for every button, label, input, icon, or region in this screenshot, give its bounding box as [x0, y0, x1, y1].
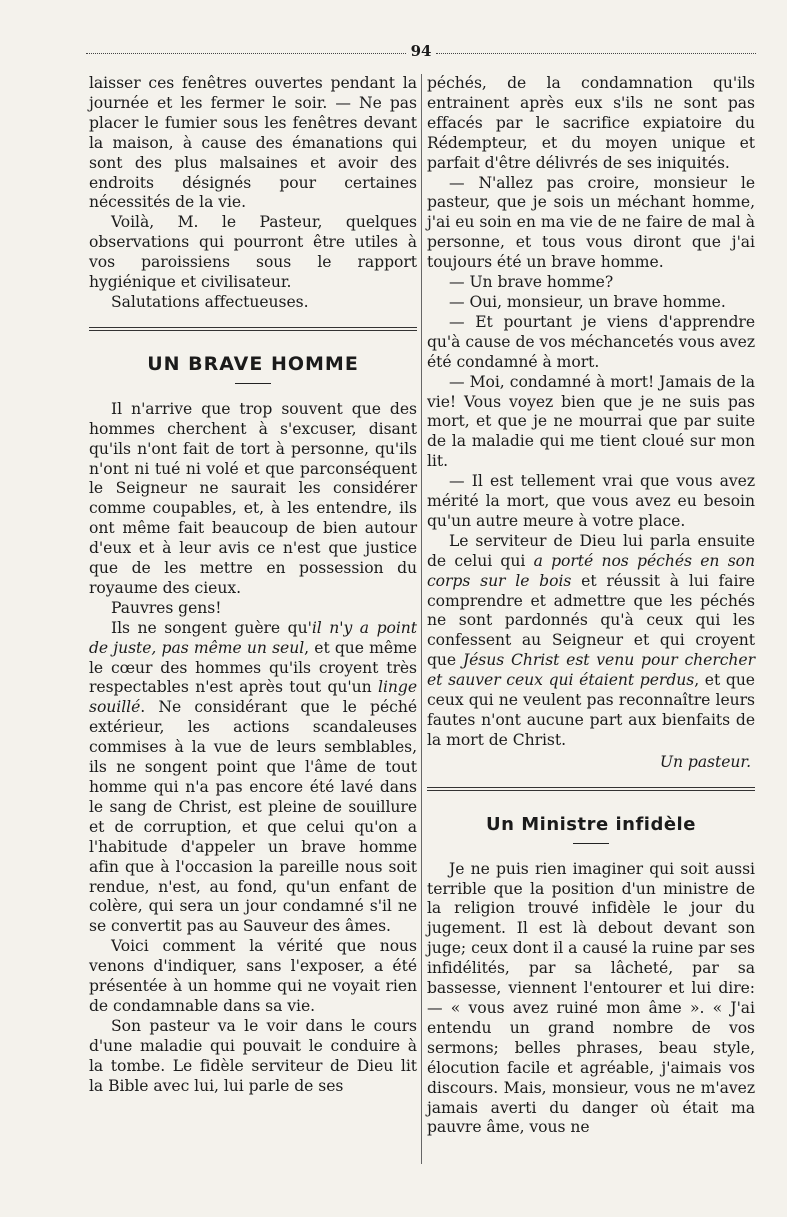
section-separator — [427, 787, 755, 791]
title-rule — [235, 383, 271, 384]
paragraph: Je ne puis rien imaginer qui soit aussi terrible que la position d'un ministre de la religion trouvé infidèle le jour du jugement. Il est là debout devant son juge; ceux dont il a causé la ruine par ses infidélités, par sa lâcheté, par sa bassesse, viennent l'entourer et lui dire: — « vous avez ruiné mon âme ». « J'ai entendu un grand nombre de vos sermons; belles phrases, beau style, élocution facile et agréable, j'aimais vos discours. Mais, monsieur, vous ne m'avez jamais averti du danger où était ma pauvre âme, vous ne — [427, 859, 755, 1137]
paragraph: Voici comment la vérité que nous venons d'indiquer, sans l'exposer, a été présentée à un homme qui ne voyait rien de condamnable dans sa vie. — [89, 937, 417, 1015]
paragraph: laisser ces fenêtres ouvertes pendant la journée et les fermer le soir. — Ne pas placer le fumier sous les fenêtres devant la maison, à cause des émanations qui sont des plus malsaines et avoir des endroits désignés pour certaines nécessités de la vie. — [89, 74, 417, 212]
dialogue-line: — Moi, condamné à mort! Jamais de la vie! Vous voyez bien que je ne suis pas mort, et que je ne mourrai que par suite de la maladie qui me tient cloué sur mon lit. — [427, 372, 755, 471]
paragraph: Il n'arrive que trop souvent que des hommes cherchent à s'excuser, disant qu'ils n'ont fait de tort à personne, qu'ils n'ont ni tué ni volé et que parconséquent le Seigneur ne saurait les considérer comme coupables, et, à les entendre, ils ont même fait beaucoup de bien autour d'eux et à leur avis ce n'est que justice que de les mettre en possession du royaume des cieux. — [89, 399, 417, 597]
page-number: 94 — [410, 42, 432, 60]
right-column — [427, 74, 755, 1138]
italic-quote: linge souillé — [89, 678, 417, 717]
page-header — [86, 42, 756, 62]
text-run: Ils ne songent guère qu' — [111, 618, 312, 637]
title-rule — [573, 843, 609, 844]
dialogue-line: — Oui, monsieur, un brave homme. — [449, 292, 726, 311]
italic-quote: il n'y a point de juste, pas même un seul — [89, 618, 417, 657]
section-separator — [89, 327, 417, 331]
dialogue-line: — N'allez pas croire, monsieur le pasteur, que je sois un méchant homme, j'ai eu soin en ma vie de ne faire de mal à personne, et tous vous diront que j'ai toujours été un brave homme. — [427, 173, 755, 272]
left-column — [89, 74, 417, 1097]
text-run: , et que ceux qui ne veulent pas reconnaître leurs fautes n'ont aucune part aux bienfaits de la mort de Christ. — [427, 671, 755, 749]
header-rule-left — [86, 53, 406, 54]
article-title: Un Ministre infidèle — [486, 813, 696, 835]
paragraph: Voilà, M. le Pasteur, quelques observations qui pourront être utiles à vos paroissiens sous le rapport hygiénique et civilisateur. — [89, 213, 417, 292]
column-divider — [421, 74, 422, 1164]
italic-quote: a porté nos péchés en son corps sur le bois — [427, 551, 755, 590]
paragraph: Pauvres gens! — [111, 598, 222, 617]
paragraph: Son pasteur va le voir dans le cours d'une maladie qui pouvait le conduire à la tombe. Le fidèle serviteur de Dieu lit la Bible avec lui, lui parle de ses — [89, 1016, 417, 1095]
header-rule-right — [436, 53, 756, 54]
paragraph — [427, 532, 755, 751]
text-run: et réussit à lui faire comprendre et admettre que les péchés ne sont pardonnés qu'à ceux qui les confessent au Seigneur et qui croyent que — [427, 571, 755, 670]
text-run: Le serviteur de Dieu lui parla ensuite de celui qui — [427, 531, 755, 570]
paragraph — [89, 619, 417, 938]
article-title: UN BRAVE HOMME — [147, 352, 359, 375]
paragraph: péchés, de la condamnation qu'ils entrainent après eux s'ils ne sont pas effacés par le sacrifice expiatoire du Rédempteur, et du moyen unique et parfait d'être délivrés de ses iniquités. — [427, 74, 755, 172]
dialogue-line: — Un brave homme? — [449, 273, 614, 292]
text-run: , et que même le cœur des hommes qu'ils croyent très respectables n'est après tout qu'un — [89, 638, 417, 697]
dialogue-line: — Il est tellement vrai que vous avez mérité la mort, que vous avez eu besoin qu'un autre meure à votre place. — [427, 472, 755, 530]
paragraph: Salutations affectueuses. — [111, 292, 309, 311]
text-run: . Ne considérant que le péché extérieur, les actions scandaleuses commises à la vue de leurs semblables, ils ne songent point que l'âme de tout homme qui n'a pas encore été lavé dans le sang de Christ, est pleine de souillure et de corruption, et que celui qu'on a l'habitude d'appeler un brave homme afin que à l'occasion la pareille nous soit rendue, n'est, au fond, qu'un enfant de colère, qui sera un jour condamné s'il ne se convertit pas au Sauveur des âmes. — [89, 698, 417, 936]
italic-quote: Jésus Christ est venu pour chercher et sauver ceux qui étaient perdus — [427, 651, 755, 690]
signature: Un pasteur. — [659, 752, 751, 771]
dialogue-line: — Et pourtant je viens d'apprendre qu'à cause de vos méchancetés vous avez été condamné à mort. — [427, 312, 755, 371]
